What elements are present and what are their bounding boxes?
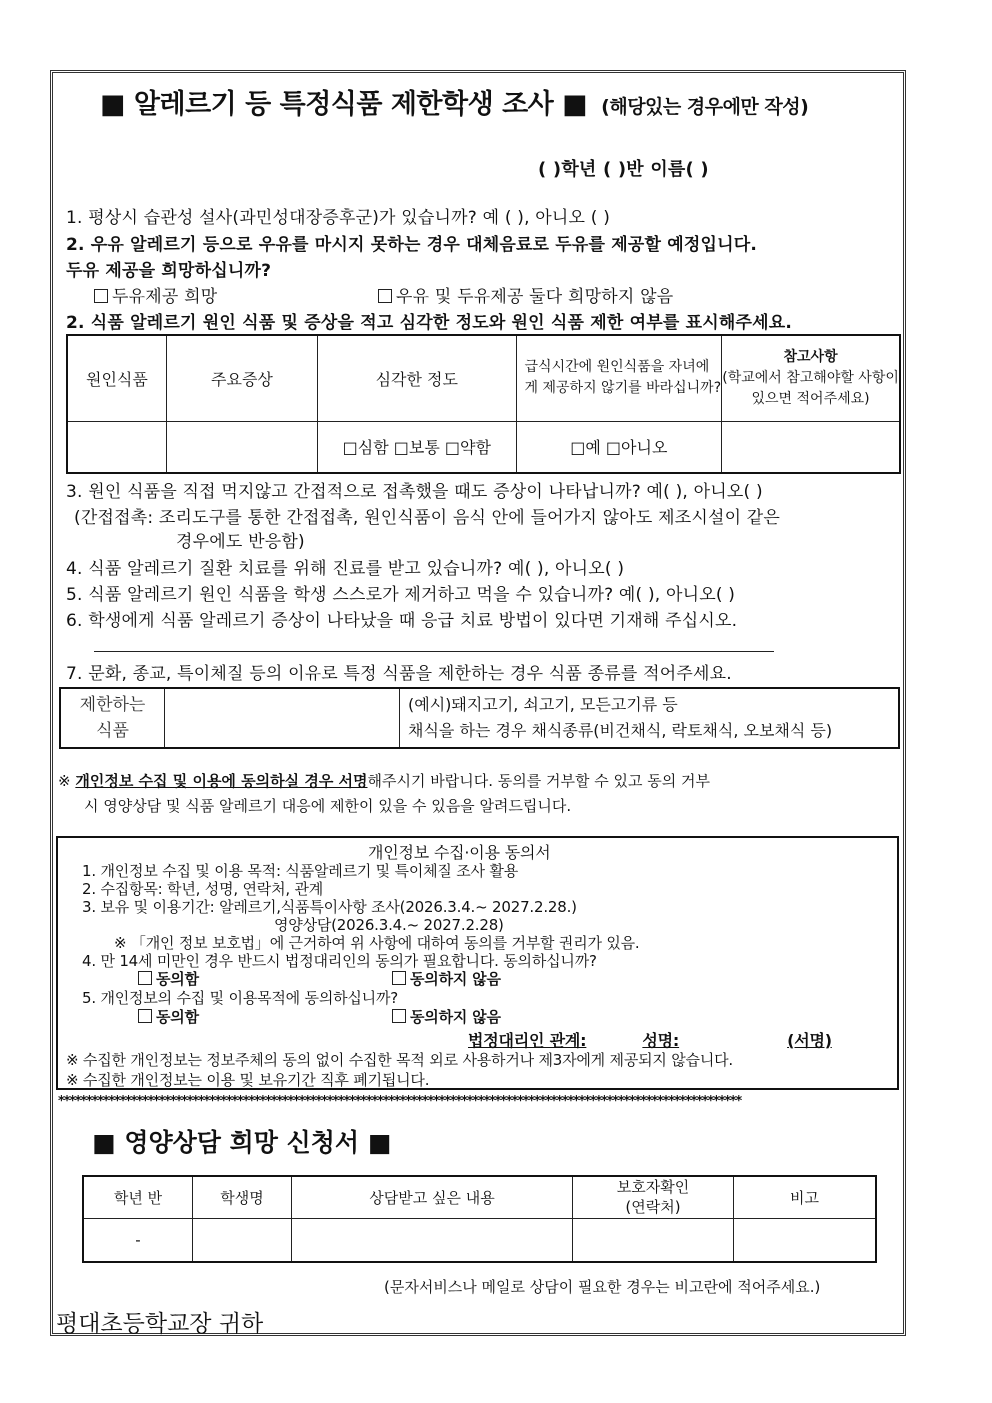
- label-line1: 제한하는: [79, 695, 146, 715]
- question-3: 3. 원인 식품을 직접 먹지않고 간접적으로 접촉했을 때도 증상이 나타납니까? 예( ), 아니오( ): [66, 482, 763, 502]
- consent-note1: ※ 수집한 개인정보는 정보주체의 동의 없이 수집한 목적 외로 사용하거나 제3자에게 제공되지 않습니다.: [66, 1051, 733, 1069]
- checkbox-icon[interactable]: [392, 1009, 406, 1023]
- example-line2: 채식을 하는 경우 채식종류(비건채식, 락토채식, 오보채식 등): [408, 721, 833, 740]
- header-symptom: 주요증상: [166, 335, 317, 421]
- agree-label: 동의함: [156, 970, 199, 988]
- disagree-label: 동의하지 않음: [410, 1008, 501, 1026]
- option-soymilk[interactable]: [94, 282, 217, 307]
- checkbox-icon[interactable]: [392, 971, 406, 985]
- cell-student-name[interactable]: [193, 1218, 292, 1262]
- student-info-line[interactable]: ( )학년 ( )반 이름( ): [538, 159, 709, 180]
- cell-remarks[interactable]: [734, 1218, 877, 1262]
- divider-stars: **************************************************************************************************************************: [58, 1094, 741, 1109]
- restricted-food-example: [400, 688, 900, 748]
- disagree-label: 동의하지 않음: [410, 970, 501, 988]
- cell-notes[interactable]: [722, 421, 900, 473]
- allergy-table: [66, 334, 901, 474]
- notice-rest: 해주시기 바랍니다. 동의를 거부할 수 있고 동의 거부: [367, 772, 710, 790]
- checkbox-icon[interactable]: [378, 289, 392, 303]
- guardian-signature[interactable]: [468, 1028, 832, 1051]
- question-3-note2: 경우에도 반응함): [176, 532, 305, 552]
- consent-box: [56, 836, 899, 1090]
- cell-severity[interactable]: □심함 □보통 □약함: [318, 421, 517, 473]
- option-none[interactable]: [378, 282, 673, 307]
- header-counsel-content: 상담받고 싶은 내용: [292, 1176, 573, 1218]
- question-2b: 2. 식품 알레르기 원인 식품 및 증상을 적고 심각한 정도와 원인 식품 제한 여부를 표시해주세요.: [66, 313, 793, 333]
- header-grade-class: 학년 반: [83, 1176, 193, 1218]
- question-3-note1: (간접접촉: 조리도구를 통한 간접접촉, 원인식품이 음식 안에 들어가지 않아도 제조시설이 같은: [74, 508, 781, 528]
- counsel-table: [82, 1175, 877, 1263]
- notice-mark: ※: [58, 772, 71, 790]
- consent-item1: 1. 개인정보 수집 및 이용 목적: 식품알레르기 및 특이체질 조사 활용: [82, 862, 518, 880]
- question-5: 5. 식품 알레르기 원인 식품을 학생 스스로가 제거하고 먹을 수 있습니까? 예( ), 아니오( ): [66, 585, 736, 605]
- notes-sub: (학교에서 참고해야할 사항이 있으면 적어주세요): [722, 369, 899, 407]
- header-severity: 심각한 정도: [318, 335, 517, 421]
- option-soymilk-label: 두유제공 희망: [112, 287, 218, 307]
- checkbox-icon[interactable]: [138, 1009, 152, 1023]
- checkbox-icon[interactable]: [138, 971, 152, 985]
- question-1: 1. 평상시 습관성 설사(과민성대장증후군)가 있습니까? 예 ( ), 아니오 ( ): [66, 208, 611, 228]
- item5-disagree[interactable]: [392, 1006, 501, 1027]
- question-7: 7. 문화, 종교, 특이체질 등의 이유로 특정 식품을 제한하는 경우 식품 종류를 적어주세요.: [66, 664, 732, 684]
- title-text: ■ 알레르기 등 특정식품 제한학생 조사 ■: [100, 89, 588, 120]
- cell-symptom[interactable]: [166, 421, 317, 473]
- privacy-notice-line2: 시 영양상담 및 식품 알레르기 대응에 제한이 있을 수 있음을 알려드립니다.: [84, 797, 572, 815]
- checkbox-icon[interactable]: [94, 289, 108, 303]
- consent-item3b: 영양상담(2026.3.4.~ 2027.2.28): [274, 916, 504, 934]
- notes-title: 참고사항: [783, 348, 838, 365]
- header-remarks: 비고: [734, 1176, 877, 1218]
- cell-grade-class[interactable]: -: [83, 1218, 193, 1262]
- consent-item4: 4. 만 14세 미만인 경우 반드시 법정대리인의 동의가 필요합니다. 동의하십니까?: [82, 952, 597, 970]
- item4-agree[interactable]: [138, 968, 199, 989]
- question-4: 4. 식품 알레르기 질환 치료를 위해 진료를 받고 있습니까? 예( ), 아니오( ): [66, 559, 625, 579]
- answer-line[interactable]: [94, 651, 774, 652]
- notice-bold: 개인정보 수집 및 이용에 동의하실 경우 서명: [75, 772, 368, 790]
- consent-title: 개인정보 수집·이용 동의서: [368, 843, 551, 862]
- agree-label: 동의함: [156, 1008, 199, 1026]
- cell-restrict[interactable]: □예 □아니오: [516, 421, 722, 473]
- sign-label: (서명): [787, 1031, 832, 1050]
- guardian-name-label: 성명:: [642, 1031, 680, 1050]
- question-2-line1: 2. 우유 알레르기 등으로 우유를 마시지 못하는 경우 대체음료로 두유를 제공할 예정입니다.: [66, 235, 758, 255]
- restricted-food-label: [60, 688, 165, 748]
- consent-item5: 5. 개인정보의 수집 및 이용목적에 동의하십니까?: [82, 989, 399, 1007]
- restricted-food-table: [59, 687, 900, 749]
- consent-item3: 3. 보유 및 이용기간: 알레르기,식품특이사항 조사(2026.3.4.~ 2027.2.28.): [82, 898, 577, 916]
- cell-counsel-content[interactable]: [292, 1218, 573, 1262]
- header-restrict: 급식시간에 원인식품을 자녀에게 제공하지 않기를 바라십니까?: [516, 335, 722, 421]
- page-title: [100, 82, 808, 121]
- footer-note: (문자서비스나 메일로 상담이 필요한 경우는 비고란에 적어주세요.): [384, 1278, 821, 1296]
- consent-note2: ※ 수집한 개인정보는 이용 및 보유기간 직후 폐기됩니다.: [66, 1071, 430, 1089]
- cell-guardian[interactable]: [573, 1218, 734, 1262]
- item4-disagree[interactable]: [392, 968, 501, 989]
- consent-item2: 2. 수집항목: 학년, 성명, 연락처, 관계: [82, 880, 324, 898]
- header-guardian: [573, 1176, 734, 1218]
- option-none-label: 우유 및 두유제공 둘다 희망하지 않음: [396, 287, 674, 307]
- label-line2: 식품: [96, 721, 129, 741]
- header-notes: [722, 335, 900, 421]
- guardian-title: 보호자확인: [616, 1178, 690, 1197]
- example-line1: (예시)돼지고기, 쇠고기, 모든고기류 등: [408, 695, 678, 714]
- question-2-line2: 두유 제공을 희망하십니까?: [66, 261, 272, 281]
- restricted-food-input[interactable]: [165, 688, 400, 748]
- cell-cause-food[interactable]: [67, 421, 166, 473]
- guardian-relation-label: 법정대리인 관계:: [468, 1031, 587, 1050]
- title-note: (해당있는 경우에만 작성): [601, 96, 809, 118]
- consent-item3-note: ※ 「개인 정보 보호법」에 근거하여 위 사항에 대하여 동의를 거부할 권리가 있음.: [114, 934, 640, 952]
- privacy-notice: [58, 770, 710, 791]
- counsel-title: ■ 영양상담 희망 신청서 ■: [92, 1128, 392, 1157]
- guardian-contact: (연락처): [625, 1198, 681, 1217]
- header-cause-food: 원인식품: [67, 335, 166, 421]
- question-6: 6. 학생에게 식품 알레르기 증상이 나타났을 때 응급 치료 방법이 있다면 기재해 주십시오.: [66, 611, 738, 631]
- item5-agree[interactable]: [138, 1006, 199, 1027]
- principal-line: 평대초등학교장 귀하: [56, 1311, 264, 1337]
- header-student-name: 학생명: [193, 1176, 292, 1218]
